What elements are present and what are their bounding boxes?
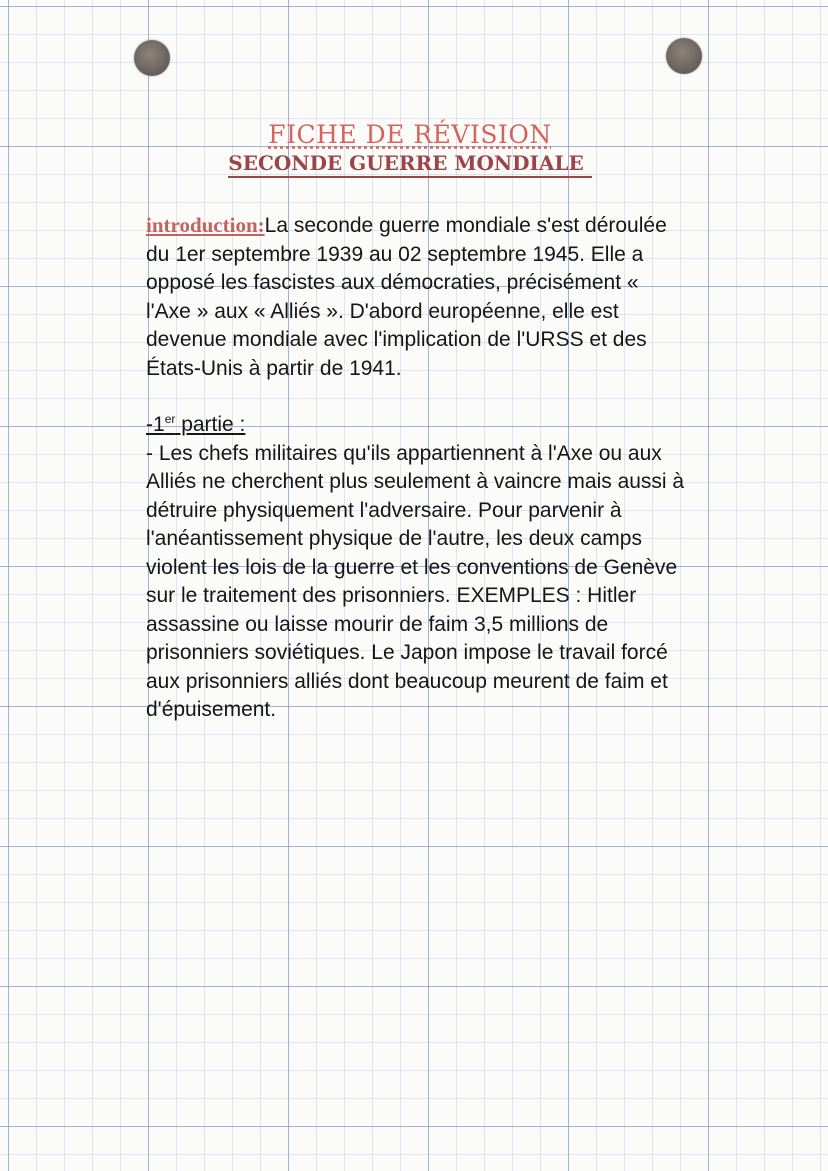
punch-hole-left	[134, 40, 170, 76]
part1-heading	[146, 411, 686, 440]
punch-hole-right	[666, 38, 702, 74]
intro-label: introduction:	[146, 213, 265, 237]
intro-paragraph	[146, 211, 686, 383]
intro-text: La seconde guerre mondiale s'est déroulée du 1er septembre 1939 au 02 septembre 1945. Elle a opposé les fascistes aux démocraties, précisément « l'Axe » aux « Alliés ». D'abord européenne, elle est devenue mondiale avec l'implication de l'URSS et des États-Unis à partir de 1941.	[146, 214, 667, 380]
part1-paragraph: - Les chefs militaires qu'ils appartiennent à l'Axe ou aux Alliés ne cherchent plus seulement à vaincre mais aussi à détruire physiquement l'adversaire. Pour parvenir à l'anéantissement physique de l'autre, les deux camps violent les lois de la guerre et les conventions de Genève sur le traitement des prisonniers. EXEMPLES : Hitler assassine ou laisse mourir de faim 3,5 millions de prisonniers soviétiques. Le Japon impose le travail forcé aux prisonniers alliés dont beaucoup meurent de faim et d'épuisement.	[146, 441, 685, 721]
part1-heading-suffix: partie :	[175, 413, 246, 436]
part1-heading-prefix: -1	[146, 413, 165, 436]
part1-heading-sup: er	[164, 412, 176, 426]
page-subtitle: SECONDE GUERRE MONDIALE	[228, 150, 591, 178]
page-title: FICHE DE RÉVISION	[268, 120, 552, 149]
title-block	[190, 120, 630, 178]
revision-content	[146, 211, 686, 725]
